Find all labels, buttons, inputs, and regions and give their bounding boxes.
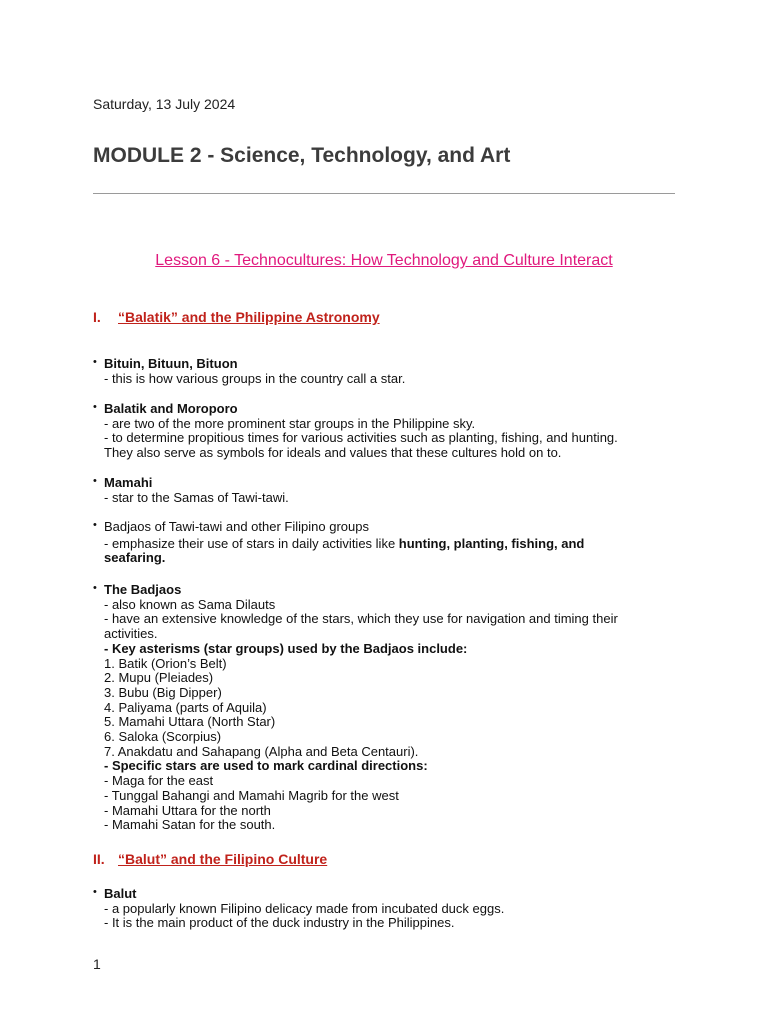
list-item [93,357,693,372]
bullet-heading: Balatik and Moroporo [104,401,238,416]
asterism-item: 7. Anakdatu and Sahapang (Alpha and Beta Centauri). [104,743,419,759]
bullet-icon: • [93,519,97,531]
bullet-icon: • [93,401,97,413]
asterism-item: 1. Batik (Orion’s Belt) [104,655,227,671]
section-1-number: I. [93,309,101,325]
title-divider [93,193,675,194]
bullet-line: They also serve as symbols for ideals and values that these cultures hold on to. [104,445,562,461]
list-item [93,402,693,417]
bullet-line: - a popularly known Filipino delicacy made from incubated duck eggs. [104,900,505,916]
bullet-line: - to determine propitious times for various activities such as planting, fishing, and hunting. [104,430,618,446]
bullet-icon: • [93,356,97,368]
direction-item: - Maga for the east [104,773,214,789]
asterism-item: 6. Saloka (Scorpius) [104,729,222,745]
direction-item: - Mamahi Satan for the south. [104,817,276,833]
bullet-line: activities. [104,626,158,642]
bullet-heading: Mamahi [104,475,153,490]
bullet-bituin [93,357,693,386]
bullet-line: - are two of the more prominent star groups in the Philippine sky. [104,415,476,431]
section-1-title: “Balatik” and the Philippine Astronomy [118,309,380,325]
bullet-line-bold: hunting, planting, fishing, and [398,535,585,551]
list-item [93,887,693,902]
bullet-line [93,537,693,552]
bullet-line: - have an extensive knowledge of the stars, which they use for navigation and timing their [104,611,618,627]
bullet-line: seafaring. [104,550,166,566]
section-1-heading [93,309,380,325]
bullet-line: - Specific stars are used to mark cardinal directions: [104,758,428,774]
bullet-icon: • [93,475,97,487]
bullet-line: - Key asterisms (star groups) used by the Badjaos include: [104,640,468,656]
bullet-line: - also known as Sama Dilauts [104,596,276,612]
bullet-icon: • [93,886,97,898]
bullet-heading: Badjaos of Tawi-tawi and other Filipino groups [104,519,369,534]
page-title: MODULE 2 - Science, Technology, and Art [93,144,511,167]
bullet-line: - star to the Samas of Tawi-tawi. [104,489,289,505]
lesson-heading: Lesson 6 - Technocultures: How Technology and Culture Interact [155,252,613,269]
bullet-heading: Bituin, Bituun, Bituon [104,356,238,371]
asterism-item: 3. Bubu (Big Dipper) [104,684,222,700]
bullet-line: - this is how various groups in the country call a star. [104,370,406,386]
asterism-item: 4. Paliyama (parts of Aquila) [104,699,267,715]
section-2-heading [93,851,327,867]
page-number: 1 [93,956,101,972]
bullet-line-text: - emphasize their use of stars in daily activities like [104,535,399,551]
bullet-the-badjaos [93,583,693,833]
asterism-item: 2. Mupu (Pleiades) [104,670,214,686]
direction-item: - Mamahi Uttara for the north [104,802,271,818]
bullet-badjaos-tawitawi [93,520,693,566]
list-item [93,520,693,535]
date-text: Saturday, 13 July 2024 [93,96,236,112]
list-item [93,583,693,598]
asterism-item: 5. Mamahi Uttara (North Star) [104,714,276,730]
section-2-title: “Balut” and the Filipino Culture [118,851,328,867]
bullet-heading: The Badjaos [104,582,182,597]
section-2-number: II. [93,851,105,867]
bullet-heading: Balut [104,886,137,901]
bullet-icon: • [93,582,97,594]
bullet-balut [93,887,693,931]
bullet-mamahi [93,476,693,505]
bullet-line: - It is the main product of the duck industry in the Philippines. [104,915,455,931]
list-item [93,476,693,491]
bullet-balatik [93,402,693,461]
direction-item: - Tunggal Bahangi and Mamahi Magrib for the west [104,787,399,803]
